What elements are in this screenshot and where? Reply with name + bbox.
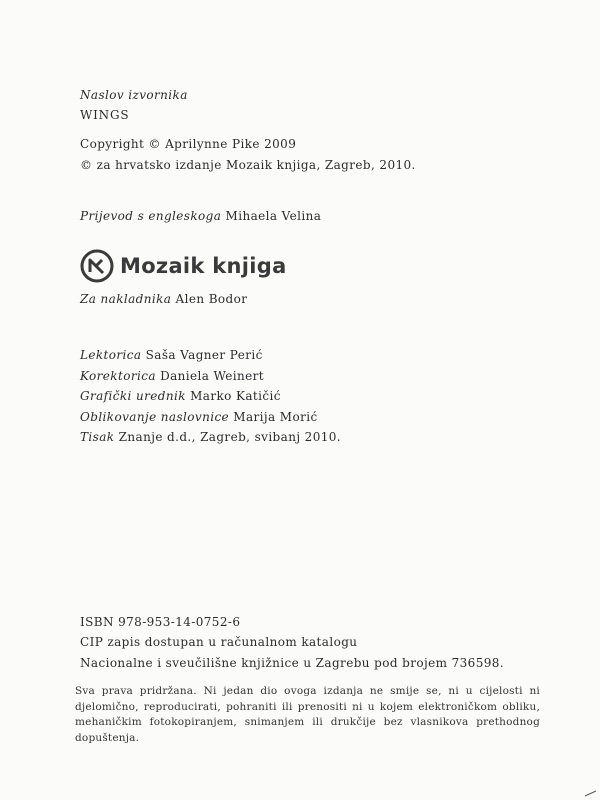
credit-label: Grafički urednik: [80, 389, 186, 403]
credit-label: Oblikovanje naslovnice: [80, 410, 230, 424]
translation-label: Prijevod s engleskoga: [80, 209, 222, 223]
original-title-label: Naslov izvornika: [80, 88, 188, 102]
credit-row: [80, 430, 341, 444]
credit-row: [80, 348, 263, 362]
credit-value: Znanje d.d., Zagreb, svibanj 2010.: [118, 430, 342, 444]
copyright-line: Copyright © Aprilynne Pike 2009: [80, 137, 297, 151]
translation-line: [80, 209, 321, 223]
credit-row: [80, 410, 318, 424]
credit-row: [80, 369, 264, 383]
publisher-label: Za nakladnika: [80, 292, 172, 306]
credit-value: Daniela Weinert: [160, 369, 265, 383]
credit-value: Marija Morić: [233, 410, 318, 424]
credit-label: Tisak: [80, 430, 115, 444]
mozaik-logo-icon: [80, 249, 114, 283]
publisher-name: Alen Bodor: [175, 292, 248, 306]
croatian-edition-line: © za hrvatsko izdanje Mozaik knjiga, Zagreb, 2010.: [80, 158, 416, 172]
isbn-line: ISBN 978-953-14-0752-6: [80, 615, 241, 629]
credit-value: Saša Vagner Perić: [145, 348, 263, 362]
library-line: Nacionalne i sveučilišne knjižnice u Zagrebu pod brojem 736598.: [80, 656, 505, 670]
credit-label: Lektorica: [80, 348, 142, 362]
publisher-logo: [80, 249, 287, 283]
original-title: WINGS: [80, 108, 130, 122]
credit-row: [80, 389, 281, 403]
scan-mark-icon: [584, 788, 598, 798]
publisher-line: [80, 292, 247, 306]
publisher-logo-text: Mozaik knjiga: [120, 254, 287, 278]
rights-notice: Sva prava pridržana. Ni jedan dio ovoga izdanja ne smije se, ni u cijelosti ni djelomično, reproducirati, pohraniti ili prenositi ni u kojem elektroničkom obliku, mehaničkim fotokopiranjem, snimanjem ili drukčije bez vlasnikova prethodnog dopuštenja.: [75, 685, 540, 744]
translator-name: Mihaela Velina: [225, 209, 322, 223]
credit-label: Korektorica: [80, 369, 156, 383]
credit-value: Marko Katičić: [190, 389, 281, 403]
cip-line: CIP zapis dostupan u računalnom katalogu: [80, 635, 358, 649]
